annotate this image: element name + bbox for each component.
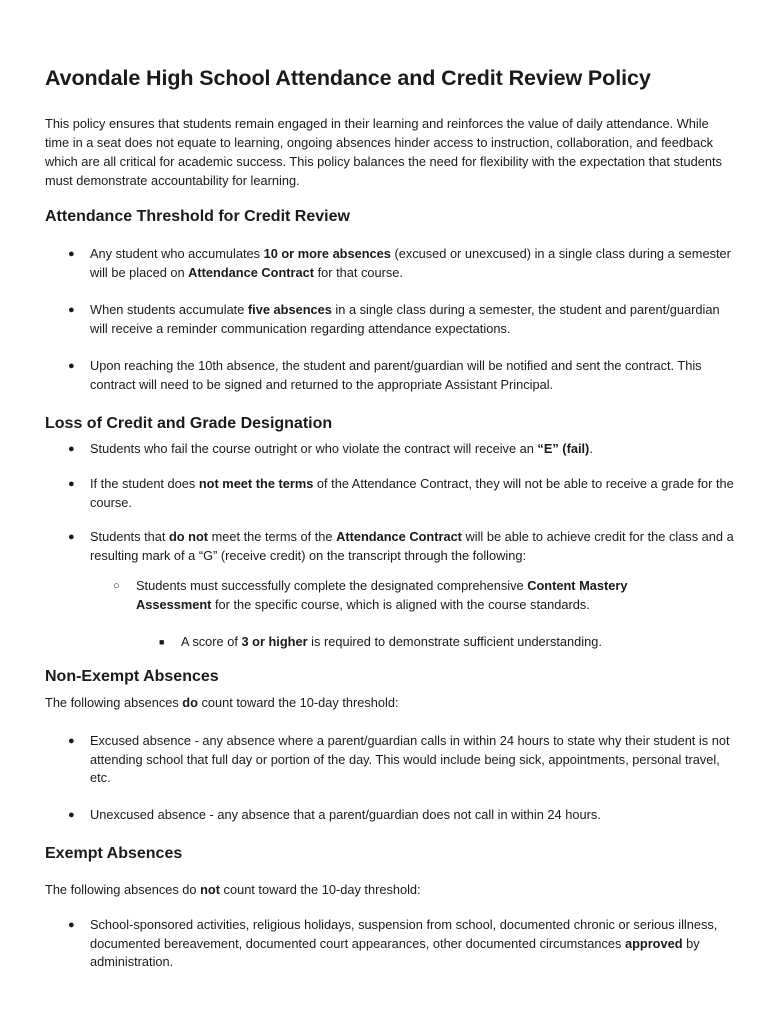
section-intro: The following absences do not count toward the 10-day threshold:: [45, 882, 421, 897]
bullet-icon: ●: [68, 443, 75, 455]
bullet-icon: ●: [68, 919, 75, 931]
list-item-text: If the student does not meet the terms of the Attendance Contract, they will not be able to receive a grade for the course.: [90, 476, 734, 510]
bullet-icon: ●: [68, 809, 75, 821]
list-item-text: Unexcused absence - any absence that a parent/guardian does not call in within 24 hours.: [90, 807, 601, 822]
bullet-icon: ●: [68, 735, 75, 747]
list-item-text: Students that do not meet the terms of the Attendance Contract will be able to achieve credit for the class and a resulting mark of a “G” (receive credit) on the transcript through the following:: [90, 529, 734, 563]
section-heading-attendance-threshold: Attendance Threshold for Credit Review: [45, 208, 350, 225]
section-heading-exempt-absences: Exempt Absences: [45, 845, 183, 862]
square-bullet-icon: ■: [159, 637, 165, 647]
bullet-icon: ●: [68, 531, 75, 543]
list-item-text: Excused absence - any absence where a parent/guardian calls in within 24 hours to state why their student is not attending school that full day or portion of the day. This would include being sick, appointments, personal travel, etc.: [90, 733, 730, 785]
section-heading-loss-of-credit: Loss of Credit and Grade Designation: [45, 415, 333, 432]
bullet-icon: ●: [68, 248, 75, 260]
sub-sub-list-item-text: A score of 3 or higher is required to demonstrate sufficient understanding.: [181, 634, 602, 649]
list-item-text: Upon reaching the 10th absence, the student and parent/guardian will be notified and sent the contract. This contract will need to be signed and returned to the appropriate Assistant Principal.: [90, 358, 702, 392]
list-item-text: School-sponsored activities, religious holidays, suspension from school, documented chronic or serious illness, documented bereavement, documented court appearances, other documented circumstances approved by administration.: [90, 917, 718, 969]
sub-list-item-text: Students must successfully complete the designated comprehensive Content Mastery Assessment for the specific course, which is aligned with the course standards.: [136, 578, 628, 612]
section-intro: The following absences do count toward the 10-day threshold:: [45, 695, 399, 710]
list-item-text: When students accumulate five absences in a single class during a semester, the student and parent/guardian will receive a reminder communication regarding attendance expectations.: [90, 302, 720, 336]
bullet-icon: ●: [68, 478, 75, 490]
bullet-icon: ●: [68, 360, 75, 372]
list-item-text: Students who fail the course outright or who violate the contract will receive an “E” (fail).: [90, 441, 593, 456]
list-item-text: Any student who accumulates 10 or more absences (excused or unexcused) in a single class during a semester will be placed on Attendance Contract for that course.: [90, 246, 731, 280]
page-title: Avondale High School Attendance and Credit Review Policy: [45, 66, 651, 90]
bullet-icon: ●: [68, 304, 75, 316]
circle-bullet-icon: ○: [113, 580, 120, 592]
section-heading-non-exempt-absences: Non-Exempt Absences: [45, 668, 219, 685]
intro-paragraph: This policy ensures that students remain engaged in their learning and reinforces the value of daily attendance. While time in a seat does not equate to learning, ongoing absences hinder access to instruction, collaboration, and feedback which are all critical for academic success. This policy balances the need for flexibility with the expectation that students must demonstrate accountability for learning.: [45, 116, 722, 188]
